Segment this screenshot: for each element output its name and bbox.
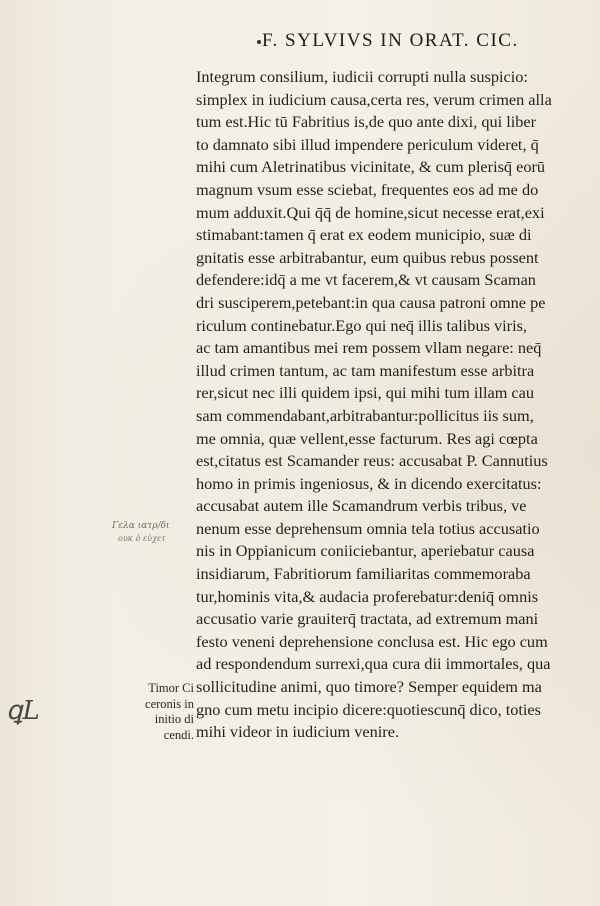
text-line: ad respondendum surrexi,qua cura dii immortales, qua <box>196 654 551 674</box>
text-line: riculum continebatur.Ego qui neq̄ illis talibus viris, <box>196 315 528 335</box>
text-line: mihi videor in iudicium venire. <box>196 722 400 742</box>
handwritten-greek-note-2: ουκ ὁ εὐχετ <box>118 534 166 543</box>
sidenote-line: ceronis in <box>145 696 194 711</box>
text-line: nis in Oppianicum coniiciebantur, aperiebatur causa <box>196 541 535 561</box>
text-line: accusatio varie grauiterq̄ tractata, ad extremum mani <box>196 609 539 629</box>
text-line: tum est.Hic tū Fabritius is,de quo ante dixi, qui liber <box>196 112 537 132</box>
text-line: dri susciperem,petebant:in qua causa patroni omne pe <box>196 292 546 312</box>
text-line: insidiarum, Fabritiorum familiaritas commemoraba <box>196 564 531 584</box>
text-line: defendere:idq̄ a me vt facerem,& vt causam Scaman <box>196 270 536 290</box>
sidenote-line: cendi. <box>163 727 194 742</box>
text-line: homo in primis ingeniosus, & in dicendo exercitatus: <box>196 473 542 493</box>
text-line: festo veneni deprehensione conclusa est. Hic ego cum <box>196 631 548 651</box>
text-line: mihi cum Aletrinatibus vicinitate, & cum plerisq̄ eorū <box>196 157 546 177</box>
handwritten-margin-mark: ꝗL <box>6 696 40 726</box>
text-line: Integrum consilium, iudicii corrupti nulla suspicio: <box>196 67 528 86</box>
text-line: me omnia, quæ vellent,esse facturum. Res agi cœpta <box>196 428 538 448</box>
text-line: mum adduxit.Qui q̄q̄ de homine,sicut necesse erat,exi <box>196 202 545 222</box>
margin-sidenote <box>128 681 194 743</box>
body-text <box>196 66 568 744</box>
text-line: tur,hominis vita,& audacia proferebatur:deniq̄ omnis <box>196 586 539 606</box>
text-line: to damnato sibi illud impendere periculum videret, q̄ <box>196 134 539 154</box>
text-line: est,citatus est Scamander reus: accusabat P. Cannutius <box>196 451 548 471</box>
text-line: magnum vsum esse sciebat, frequentes eos ad me do <box>196 179 539 199</box>
text-line: sollicitudine animi, quo timore? Semper equidem ma <box>196 677 542 697</box>
text-line: sam commendabant,arbitrabantur:pollicitus iis sum, <box>196 405 534 425</box>
text-line: stimabant:tamen q̄ erat ex eodem municipio, suæ di <box>196 225 532 245</box>
text-line: nenum esse deprehensum omnia tela totius accusatio <box>196 518 540 538</box>
text-line: gno cum metu incipio dicere:quotiescunq̄ dico, toties <box>196 699 541 719</box>
sidenote-line: Timor Ci <box>148 681 194 695</box>
printer-mark <box>257 40 261 44</box>
text-line: ac tam amantibus mei rem possem vllam negare: neq̄ <box>196 338 542 358</box>
sidenote-line: initio di <box>154 712 194 726</box>
text-line: simplex in iudicium causa,certa res, verum crimen alla <box>196 89 552 109</box>
handwritten-greek-note: Γελα ιατρ/δι <box>112 521 170 531</box>
text-line: illud crimen tantum, ac tam manifestum esse arbitra <box>196 360 535 380</box>
text-line: accusabat autem ille Scamandrum verbis tribus, ve <box>196 496 527 516</box>
text-line: gnitatis esse arbitrabantur, eum quibus rebus possent <box>196 247 539 267</box>
running-header: F. SYLVIVS IN ORAT. CIC. <box>262 30 519 51</box>
text-line: rer,sicut nec illi quidem ipsi, qui mihi tum illam cau <box>196 383 535 403</box>
